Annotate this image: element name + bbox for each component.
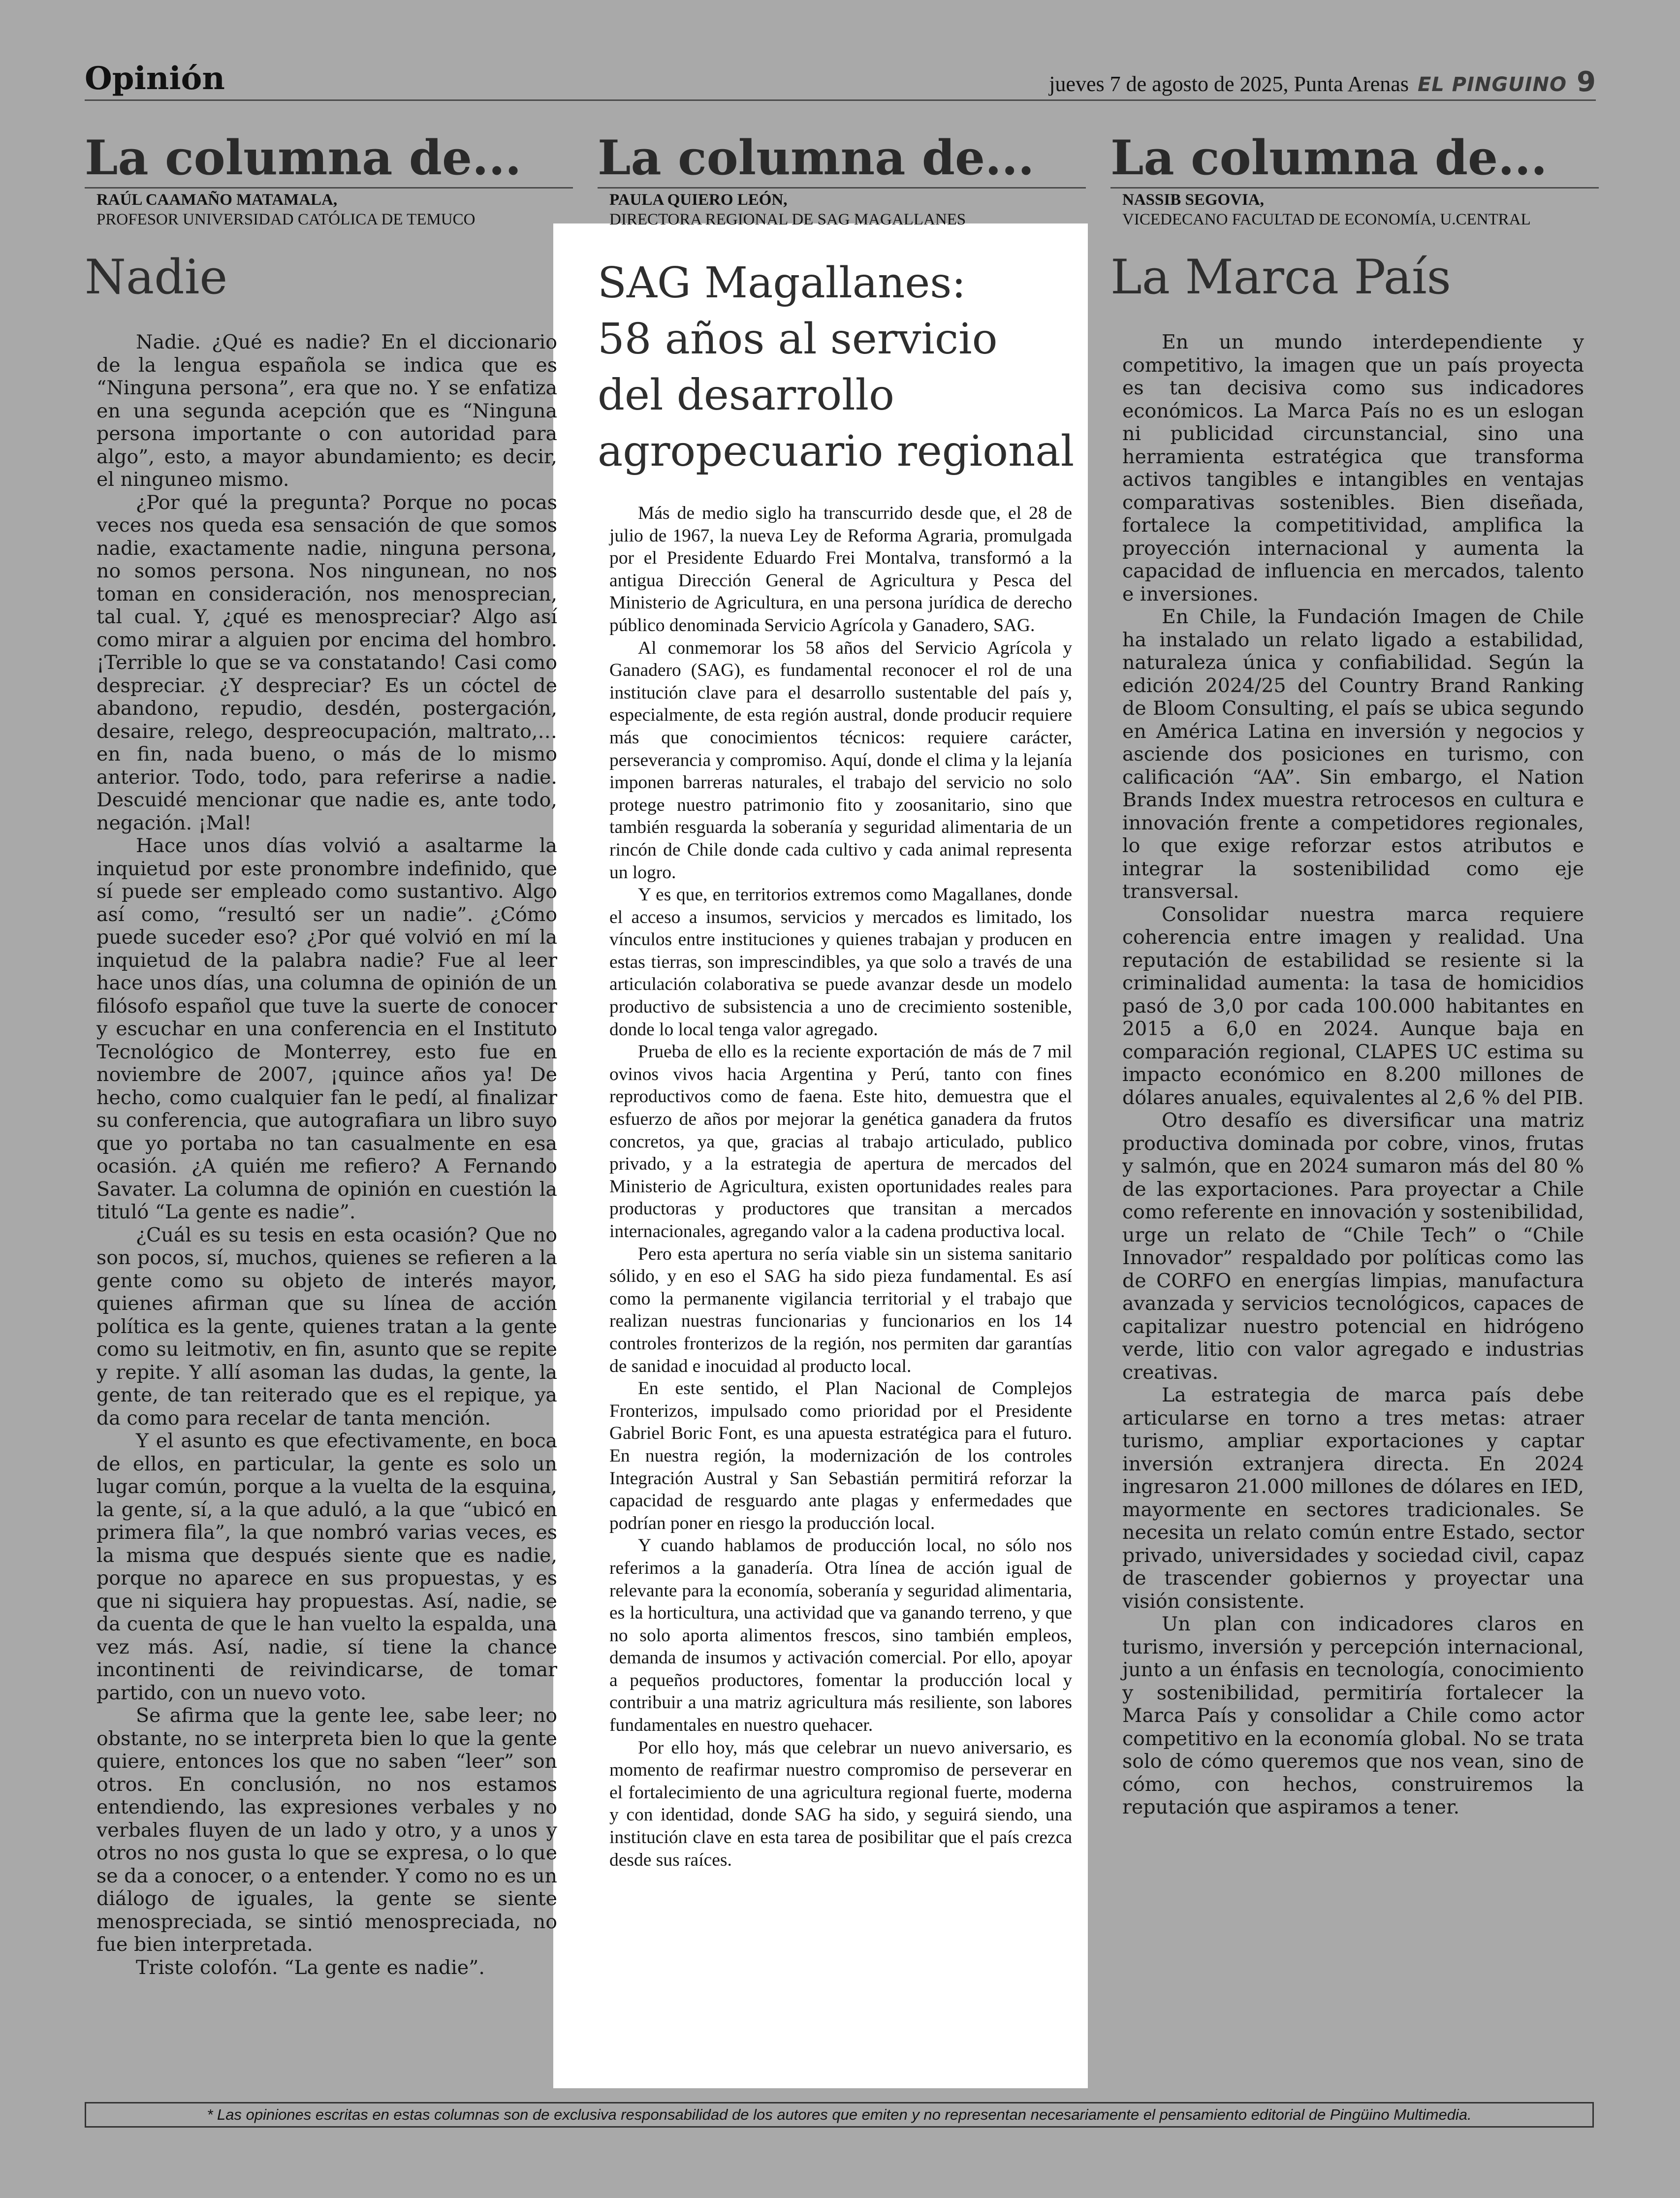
byline-3 [1110,190,1599,229]
paragraph: Por ello hoy, más que celebrar un nuevo aniversario, es momento de reafirmar nuestro compromiso de perseverar en el fortalecimiento de una agricultura regional fuerte, moderna y con identidad, donde SAG ha sido, y seguirá siendo, una institución clave en esta tarea de posibilitar que el país crezca desde sus raíces. [609,1737,1072,1870]
article-title-2 [598,255,1090,479]
column-head-1 [85,129,573,189]
paragraph: ¿Por qué la pregunta? Porque no pocas veces nos queda esa sensación de que somos nadie, exactamente nadie, ninguna persona, no somos persona. Nos ningunean, no nos toman en consideración, nos menosprecian, tal cual. Y, ¿qué es menospreciar? Algo así como mirar a alguien por encima del hombro. ¡Terrible lo que se va constatando! Casi como despreciar. ¿Y despreciar? Es un cóctel de abandono, repudio, desdén, postergación, desaire, relego, despreocupación, maltrato,… en fin, nada bueno, o más de lo mismo anterior. Todo, todo, para referirse a nadie. Descuidé mencionar que nadie es, ante todo, negación. ¡Mal! [96,491,557,834]
paragraph: Al conmemorar los 58 años del Servicio Agrícola y Ganadero (SAG), es fundamental reconocer el rol de una institución clave para el desarrollo sustentable del país y, especialmente, de esta región austral, donde producir requiere más que conocimientos técnicos: requiere carácter, perseverancia y compromiso. Aquí, donde el clima y la lejanía imponen barreras naturales, el trabajo del servicio no solo protege nuestro patrimonio fito y zoosanitario, sino que también resguarda la soberanía y seguridad alimentaria de un rincón de Chile donde cada cultivo y cada animal representa un logro. [609,637,1072,883]
section-label: Opinión [85,60,225,97]
paragraph: Prueba de ello es la reciente exportación de más de 7 mil ovinos vivos hacia Argentina y Perú, tanto con fines reproductivos como de faena. Este hito, demuestra que el esfuerzo de años por mejorar la genética ganadera da frutos concretos, ya que, gracias al trabajo articulado, publico privado, y a la estrategia de apertura de mercados del Ministerio de Agricultura, existen oportunidades reales para productoras y productores que transitan a mercados internacionales, agregando valor a la cadena productiva local. [609,1042,1072,1242]
paragraph: En este sentido, el Plan Nacional de Complejos Fronterizos, impulsado como prioridad por el Presidente Gabriel Boric Font, es una apuesta estratégica para el futuro. En nuestra región, la modernización de los controles Integración Austral y San Sebastián permitirá reforzar la capacidad de resguardo ante plagas y enfermedades que podrían poner en riesgo la producción local. [609,1378,1072,1533]
header-right [1049,66,1596,98]
newspaper-brand: EL PINGUINO [1417,73,1567,96]
article-title-1: Nadie [85,250,228,305]
author-name: NASSIB SEGOVIA, [1122,191,1264,209]
column-kicker: La columna de... [598,130,1035,186]
byline-2 [598,190,1086,229]
author-role: DIRECTORA REGIONAL DE SAG MAGALLANES [609,211,966,228]
paragraph: Más de medio siglo ha transcurrido desde que, el 28 de julio de 1967, la nueva Ley de Reforma Agraria, promulgada por el Presidente Eduardo Frei Montalva, transformó a la antigua Dirección General de Agricultura y Pesca del Ministerio de Agricultura, en una persona jurídica de derecho público denominada Servicio Agrícola y Ganadero, SAG. [609,503,1072,636]
paragraph: Nadie. ¿Qué es nadie? En el diccionario de la lengua española se indica que es “Ninguna persona”, era que no. Y se enfatiza en una segunda acepción que es “Ninguna persona importante o con autoridad para algo”, esto, a mayor abundamiento; es decir, el ninguneo mismo. [96,331,557,491]
column-head-2 [598,129,1086,189]
article-body-3 [1122,331,1584,1819]
page-header [85,58,1596,101]
author-role: VICEDECANO FACULTAD DE ECONOMÍA, U.CENTRAL [1122,211,1531,228]
author-name: PAULA QUIERO LEÓN, [609,191,788,209]
author-name: RAÚL CAAMAÑO MATAMALA, [96,191,338,209]
column-kicker: La columna de... [1110,130,1548,186]
paragraph: Un plan con indicadores claros en turismo, inversión y percepción internacional, junto a un énfasis en tecnología, conocimiento y sostenibilidad, permitiría fortalecer la Marca País y consolidar a Chile como actor competitivo en la economía global. No se trata solo de cómo queremos que nos vean, sino de cómo, con hechos, construiremos la reputación que aspiramos a tener. [1122,1613,1584,1818]
page-number: 9 [1577,66,1596,98]
paragraph: En Chile, la Fundación Imagen de Chile ha instalado un relato ligado a estabilidad, naturaleza única y confiabilidad. Según la edición 2024/25 del Country Brand Ranking de Bloom Consulting, el país se ubica segundo en América Latina en inversión y negocios y asciende dos posiciones en turismo, con calificación “AA”. Sin embargo, el Nation Brands Index muestra retrocesos en cultura e innovación frente a competidores regionales, lo que exige reforzar estos atributos e integrar la sostenibilidad como eje transversal. [1122,605,1584,903]
column-head-3 [1110,129,1599,189]
paragraph: Pero esta apertura no sería viable sin un sistema sanitario sólido, y en eso el SAG ha sido pieza fundamental. Es así como la permanente vigilancia territorial y el trabajo que realizan nuestras funcionarias y funcionarios en los 14 controles fronterizos de la región, nos permiten dar garantías de sanidad e inocuidad al producto local. [609,1243,1072,1376]
paragraph: Y el asunto es que efectivamente, en boca de ellos, en particular, la gente es solo un lugar común, porque a la vuelta de la esquina, la gente, sí, a la que aduló, a la que “ubicó en primera fila”, la que nombró varias veces, es la misma que después siente que es nadie, porque no aparece en sus propuestas, y es que ni siquiera hay propuestas. Así, nadie, se da cuenta de que le han vuelto la espalda, una vez más. Así, nadie, sí tiene la chance incontinenti de reivindicarse, de tomar partido, con un nuevo voto. [96,1430,557,1704]
paragraph: La estrategia de marca país debe articularse en torno a tres metas: atraer turismo, ampliar exportaciones y captar inversión extranjera directa. En 2024 ingresaron 21.000 millones de dólares en IED, mayormente en sectores tradicionales. Se necesita un relato común entre Estado, sector privado, universidades y sociedad civil, capaz de trascender gobiernos y proyectar una visión consistente. [1122,1384,1584,1613]
disclaimer-footer: * Las opiniones escritas en estas columnas son de exclusiva responsabilidad de los autores que emiten y no representan necesariamente el pensamiento editorial de Pingüino Multimedia. [85,2102,1594,2128]
paragraph: Hace unos días volvió a asaltarme la inquietud por este pronombre indefinido, que sí puede ser empleado como sustantivo. Algo así como, “resultó ser un nadie”. ¿Cómo puede suceder eso? ¿Por qué volvió en mí la inquietud de la palabra nadie? Fue al leer hace unos días, una columna de opinión de un filósofo español que tuve la suerte de conocer y escuchar en una conferencia en el Instituto Tecnológico de Monterrey, esto fue en noviembre de 2007, ¡quince años ya! De hecho, como cualquier fan le pedí, al finalizar su conferencia, que autografiara un libro suyo que yo portaba no tan casualmente en esa ocasión. ¿A quién me refiero? A Fernando Savater. La columna de opinión en cuestión la tituló “La gente es nadie”. [96,834,557,1223]
title-line: del desarrollo [598,371,894,420]
column-kicker: La columna de... [85,130,522,186]
dateline: jueves 7 de agosto de 2025, Punta Arenas [1049,72,1409,96]
paragraph: Consolidar nuestra marca requiere coherencia entre imagen y realidad. Una reputación de estabilidad se resiente si la criminalidad aumenta: la tasa de homicidios pasó de 3,0 por cada 100.000 habitantes en 2015 a 6,0 en 2024. Aunque baja en comparación regional, CLAPES UC estima su impacto económico en 8.200 millones de dólares anuales, equivalentes al 2,6 % del PIB. [1122,903,1584,1109]
paragraph: ¿Cuál es su tesis en esta ocasión? Que no son pocos, sí, muchos, quienes se refieren a la gente como su objeto de interés mayor, quienes afirman que su línea de acción política es la gente, quienes tratan a la gente como su leitmotiv, en fin, asunto que se repite y repite. Y allí asoman las dudas, la gente, la gente, de tan reiterado que es el repique, ya da como para recelar de tanta mención. [96,1223,557,1430]
paragraph: En un mundo interdependiente y competitivo, la imagen que un país proyecta es tan decisiva como sus indicadores económicos. La Marca País no es un eslogan ni publicidad circunstancial, sino una herramienta estratégica que transforma activos tangibles e intangibles en ventajas comparativas sostenibles. Bien diseñada, fortalece la competitividad, amplifica la proyección internacional y aumenta la capacidad de influencia en mercados, talento e inversiones. [1122,331,1584,605]
article-body-1 [96,331,557,1979]
paragraph: Y es que, en territorios extremos como Magallanes, donde el acceso a insumos, servicios y mercados es limitado, los vínculos entre instituciones y quienes trabajan y producen en estas tierras, son imprescindibles, ya que solo a través de una articulación colaborativa se puede avanzar desde un modelo productivo de subsistencia a uno de crecimiento sostenible, donde lo local tenga valor agregado. [609,885,1072,1040]
paragraph: Otro desafío es diversificar una matriz productiva dominada por cobre, vinos, frutas y salmón, que en 2024 sumaron más del 80 % de las exportaciones. Para proyectar a Chile como referente en innovación y sostenibilidad, urge un relato de “Chile Tech” o “Chile Innovador” respaldado por políticas como las de CORFO en energías limpias, manufactura avanzada y servicios tecnológicos, capaces de capitalizar nuestro potencial en hidrógeno verde, litio con valor agregado e industrias creativas. [1122,1109,1584,1384]
title-line: SAG Magallanes: [598,258,966,308]
paragraph: Triste colofón. “La gente es nadie”. [136,1956,485,1979]
title-line: agropecuario regional [598,427,1075,476]
article-title-3: La Marca País [1110,250,1451,305]
paragraph: Y cuando hablamos de producción local, no sólo nos referimos a la ganadería. Otra línea de acción igual de relevante para la economía, soberanía y seguridad alimentaria, es la horticultura, una actividad que va ganando terreno, y que no solo aporta alimentos frescos, sino también empleos, demanda de insumos y activación comercial. Por ello, apoyar a pequeños productores, fomentar la producción local y contribuir a una matriz agricultura más resiliente, son labores fundamentales en nuestro quehacer. [609,1535,1072,1736]
author-role: PROFESOR UNIVERSIDAD CATÓLICA DE TEMUCO [96,211,475,228]
title-line: 58 años al servicio [598,315,998,364]
paragraph: Se afirma que la gente lee, sabe leer; no obstante, no se interpreta bien lo que la gente quiere, entonces los que no saben “leer” son otros. En conclusión, no nos estamos entendiendo, las expresiones verbales y no verbales fluyen de un lado y otro, y a unos y otros no nos gusta lo que se expresa, o lo que se da a conocer, o a entender. Y como no es un diálogo de iguales, la gente se siente menospreciada, se sintió menospreciada, no fue bien interpretada. [96,1704,557,1956]
byline-1 [85,190,573,229]
article-body-2 [609,502,1072,1871]
